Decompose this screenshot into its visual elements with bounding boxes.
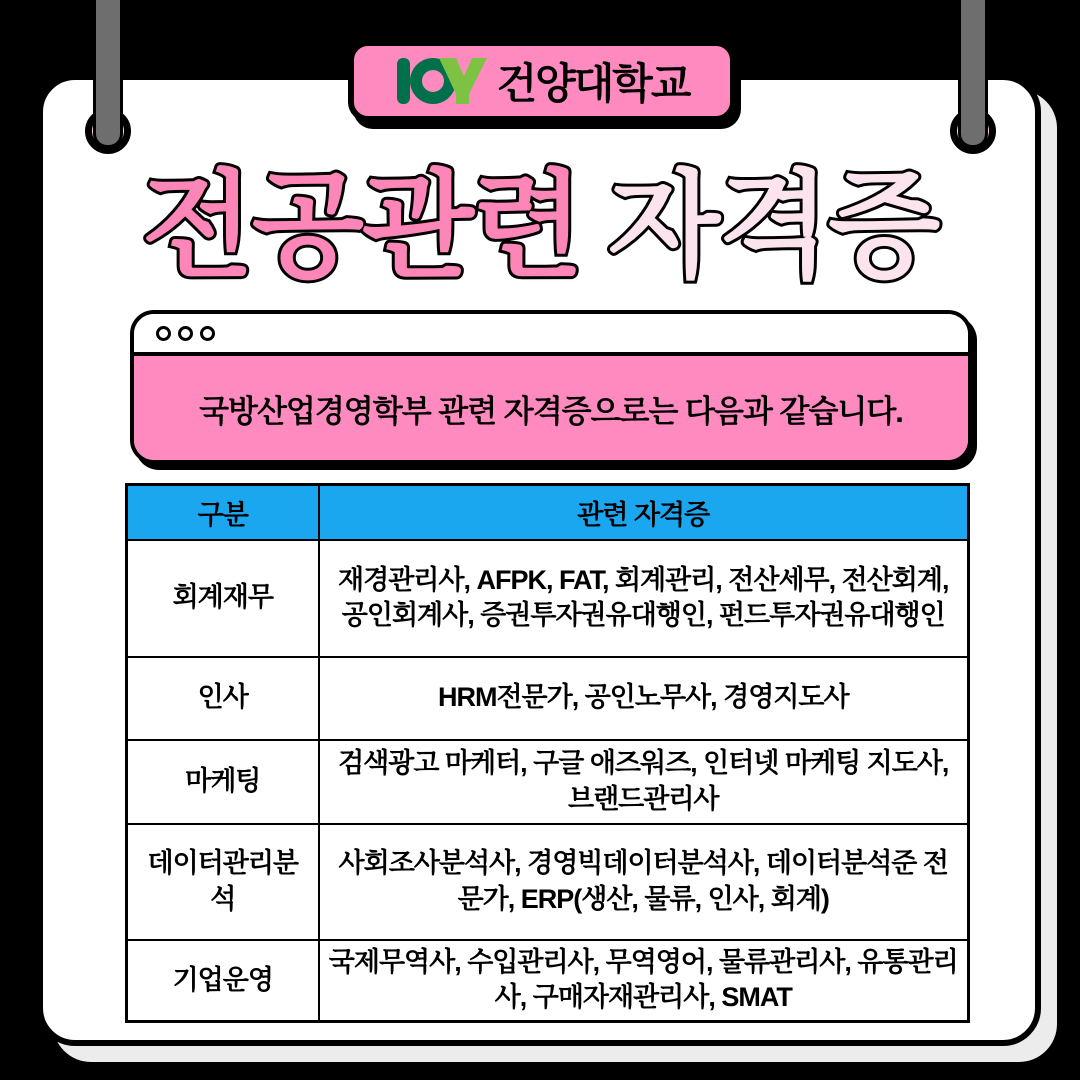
row-certs: HRM전문가, 공인노무사, 경영지도사 (319, 657, 969, 740)
header-category: 구분 (127, 485, 319, 540)
banner-window (130, 310, 972, 464)
table-row (127, 540, 969, 657)
certification-table (125, 483, 970, 1023)
window-dot-icon (200, 326, 215, 341)
left-hanging-strap (93, 0, 123, 148)
row-certs: 국제무역사, 수입관리사, 무역영어, 물류관리사, 유통관리사, 구매자재관리사, SMAT (319, 940, 969, 1022)
row-certs: 재경관리사, AFPK, FAT, 회계관리, 전산세무, 전산회계, 공인회계사, 증권투자권유대행인, 펀드투자권유대행인 (319, 540, 969, 657)
row-category: 마케팅 (127, 740, 319, 824)
row-category: 기업운영 (127, 940, 319, 1022)
page-title (0, 161, 1080, 291)
row-category: 회계재무 (127, 540, 319, 657)
page-title-part1: 전공관련 (141, 161, 583, 291)
konyang-university-logo-icon (395, 54, 487, 108)
university-badge (348, 40, 736, 122)
table-row (127, 824, 969, 940)
row-category: 데이터관리분석 (127, 824, 319, 940)
banner-text: 국방산업경영학부 관련 자격증으로는 다음과 같습니다. (134, 356, 968, 460)
row-certs: 사회조사분석사, 경영빅데이터분석사, 데이터분석준 전문가, ERP(생산, 물류, 인사, 회계) (319, 824, 969, 940)
university-name: 건양대학교 (496, 60, 690, 107)
table-row (127, 740, 969, 824)
table-row (127, 657, 969, 740)
right-hanging-strap (958, 0, 988, 148)
table-header-row (127, 485, 969, 540)
header-certs: 관련 자격증 (319, 485, 969, 540)
table-row (127, 940, 969, 1022)
page-title-part2: 자격증 (608, 161, 939, 291)
window-dot-icon (156, 326, 171, 341)
row-certs: 검색광고 마케터, 구글 애즈워즈, 인터넷 마케팅 지도사, 브랜드관리사 (319, 740, 969, 824)
window-title-bar (134, 314, 968, 356)
row-category: 인사 (127, 657, 319, 740)
window-dot-icon (178, 326, 193, 341)
